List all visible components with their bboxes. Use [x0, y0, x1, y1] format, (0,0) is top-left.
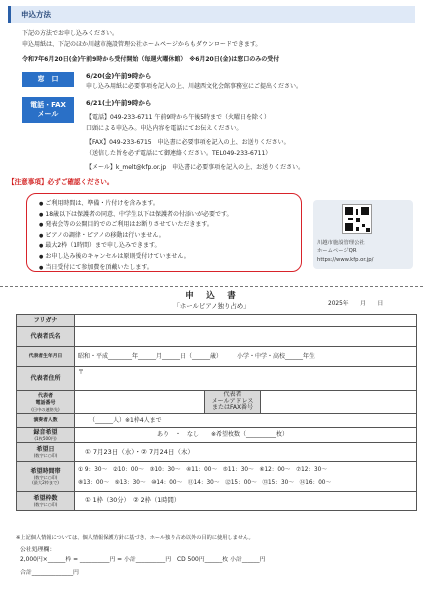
- phone-date: 6/21(土)午前9時から: [86, 99, 152, 107]
- caution-item: ● 最大2枠（1時間）まで申し込みできます。: [39, 241, 301, 252]
- qr-url[interactable]: https://www.kfp.or.jp/: [317, 257, 374, 263]
- rep-name-label: 代表者氏名: [17, 327, 75, 347]
- count-field[interactable]: （______人）※1枠4人まで: [75, 414, 417, 428]
- phone-fax-mail-badge: [22, 97, 74, 123]
- section-header: [8, 6, 415, 23]
- section-title: 申込方法: [21, 10, 51, 19]
- wish-date-label: 希望日 (数字に○印): [17, 443, 75, 462]
- wish-slots-label: 希望枠数 (数字に○印): [17, 492, 75, 511]
- wish-time-field[interactable]: [75, 462, 417, 492]
- rep-phone-label: 代表者 電話番号 (日中の連絡先): [17, 391, 75, 414]
- recording-field[interactable]: あり ・ なし ※希望枚数（__________枚）: [75, 428, 417, 443]
- mail-line: 【メール】k_melt@kfp.or.jp 申込書に必要事項を記入の上、お送りください。: [86, 164, 305, 171]
- form-subtitle: 「ホールピアノ独り占め」: [173, 302, 250, 310]
- form-date: 2025年 月 日: [328, 301, 384, 307]
- qr-caption-1: 川越市施設管理公社: [317, 240, 365, 246]
- window-badge: 窓 口: [22, 72, 74, 87]
- office-use-label: 公社処理欄：: [20, 547, 56, 553]
- rep-phone-field[interactable]: [75, 391, 205, 414]
- caution-list: [27, 194, 301, 273]
- qr-panel: [313, 200, 413, 269]
- privacy-note: ※上記個人情報については、個人情報保護方針に基づき、ホール独り占め以外の目的に使用しません。: [16, 535, 254, 541]
- fee-total: 合計______________円: [20, 570, 79, 576]
- wish-time-label: 希望時間帯 (数字に○印) (最大2枠まで): [17, 462, 75, 492]
- form-title: 申 込 書: [185, 291, 238, 301]
- birth-field[interactable]: 昭和・平成________年______月______日（______歳） 小学・中学・高校______年生: [75, 347, 417, 367]
- caution-box: [26, 193, 302, 272]
- wish-date-field[interactable]: ① 7月23日（水）・② 7月24日（木）: [75, 443, 417, 462]
- badge-line-2: メール: [37, 110, 59, 118]
- phone-line-2: 口頭による申込み。申込内容を電話にてお伝えください。: [86, 125, 243, 132]
- rep-mail-label: 代表者 メールアドレス またはFAX番号: [205, 391, 261, 414]
- badge-line-1: 電話・FAX: [30, 101, 66, 109]
- caution-item: ● ご利用時間は、準備・片付けを含みます。: [39, 199, 301, 210]
- furigana-field[interactable]: [75, 315, 417, 327]
- caution-item: ● 発表会等の公開目的でのご利用はお断りさせていただきます。: [39, 220, 301, 231]
- notes-label: 【注意事項】必ずご確認ください。: [8, 178, 114, 186]
- birth-label: 代表者生年月日: [17, 347, 75, 367]
- phone-line-1: 【電話】049-233-6711 午前9時から午後5時まで（火曜日を除く）: [86, 114, 271, 121]
- count-label: 演奏者人数: [17, 414, 75, 428]
- window-text: 申し込み用紙に必要事項を記入の上、川越西文化会館事務室にご提出ください。: [86, 83, 303, 90]
- intro-line-3: 令和7年6月20日(金)午前9時から受付開始（毎週火曜休館） ※6月20日(金)は窓口のみの受付: [22, 56, 280, 63]
- fax-line-1: 【FAX】049-233-6715 申込書に必要事項を記入の上、お送りください。: [86, 139, 290, 146]
- intro-line-2: 申込用紙は、下記のほか川越市施設管理公社ホームページからもダウンロードできます。: [22, 41, 262, 48]
- cut-line: [0, 286, 423, 287]
- wish-slots-field[interactable]: ① 1枠（30分） ② 2枠（1時間）: [75, 492, 417, 511]
- time-slots-row-1[interactable]: ① 9：30～ ②10：00～ ③10：30～ ④11：00～ ⑤11：30～ ⑥12：00～ ⑦12：30～: [78, 466, 327, 473]
- fee-calculation: 2,000円×______枠 = __________円 = 小計__________円 CD 500円______枚 小計______円: [20, 557, 266, 563]
- intro-line-1: 下記の方法でお申し込みください。: [22, 30, 119, 37]
- furigana-label: フリガナ: [17, 315, 75, 327]
- qr-caption-2: ホームページQR: [317, 248, 357, 254]
- fax-line-2: （送信した旨を必ず電話にて御連絡ください。TEL049-233-6711）: [86, 150, 272, 157]
- application-form-table: [16, 314, 417, 511]
- qr-code-icon[interactable]: [342, 204, 372, 234]
- window-date: 6/20(金)午前9時から: [86, 72, 152, 80]
- rep-address-label: 代表者住所: [17, 367, 75, 391]
- time-slots-row-2[interactable]: ⑧13：00～ ⑨13：30～ ⑩14：00～ ⑪14：30～ ⑫15：00～ ⑬15：30～ ⑭16：00～: [78, 479, 332, 486]
- rep-mail-field[interactable]: [261, 391, 417, 414]
- caution-item: ● ピアノの調律・ピアノの移動は行いません。: [39, 231, 301, 242]
- caution-item: ● 当日受付にて参加費を頂戴いたします。: [39, 263, 301, 274]
- recording-label: 録音希望 (1枚500円): [17, 428, 75, 443]
- caution-item: ● お申し込み後のキャンセルは原則受付けていません。: [39, 252, 301, 263]
- rep-address-field[interactable]: 〒: [75, 367, 417, 391]
- rep-name-field[interactable]: [75, 327, 417, 347]
- caution-item: ● 18歳以下は保護者の同意、中学生以下は保護者の付添いが必要です。: [39, 210, 301, 221]
